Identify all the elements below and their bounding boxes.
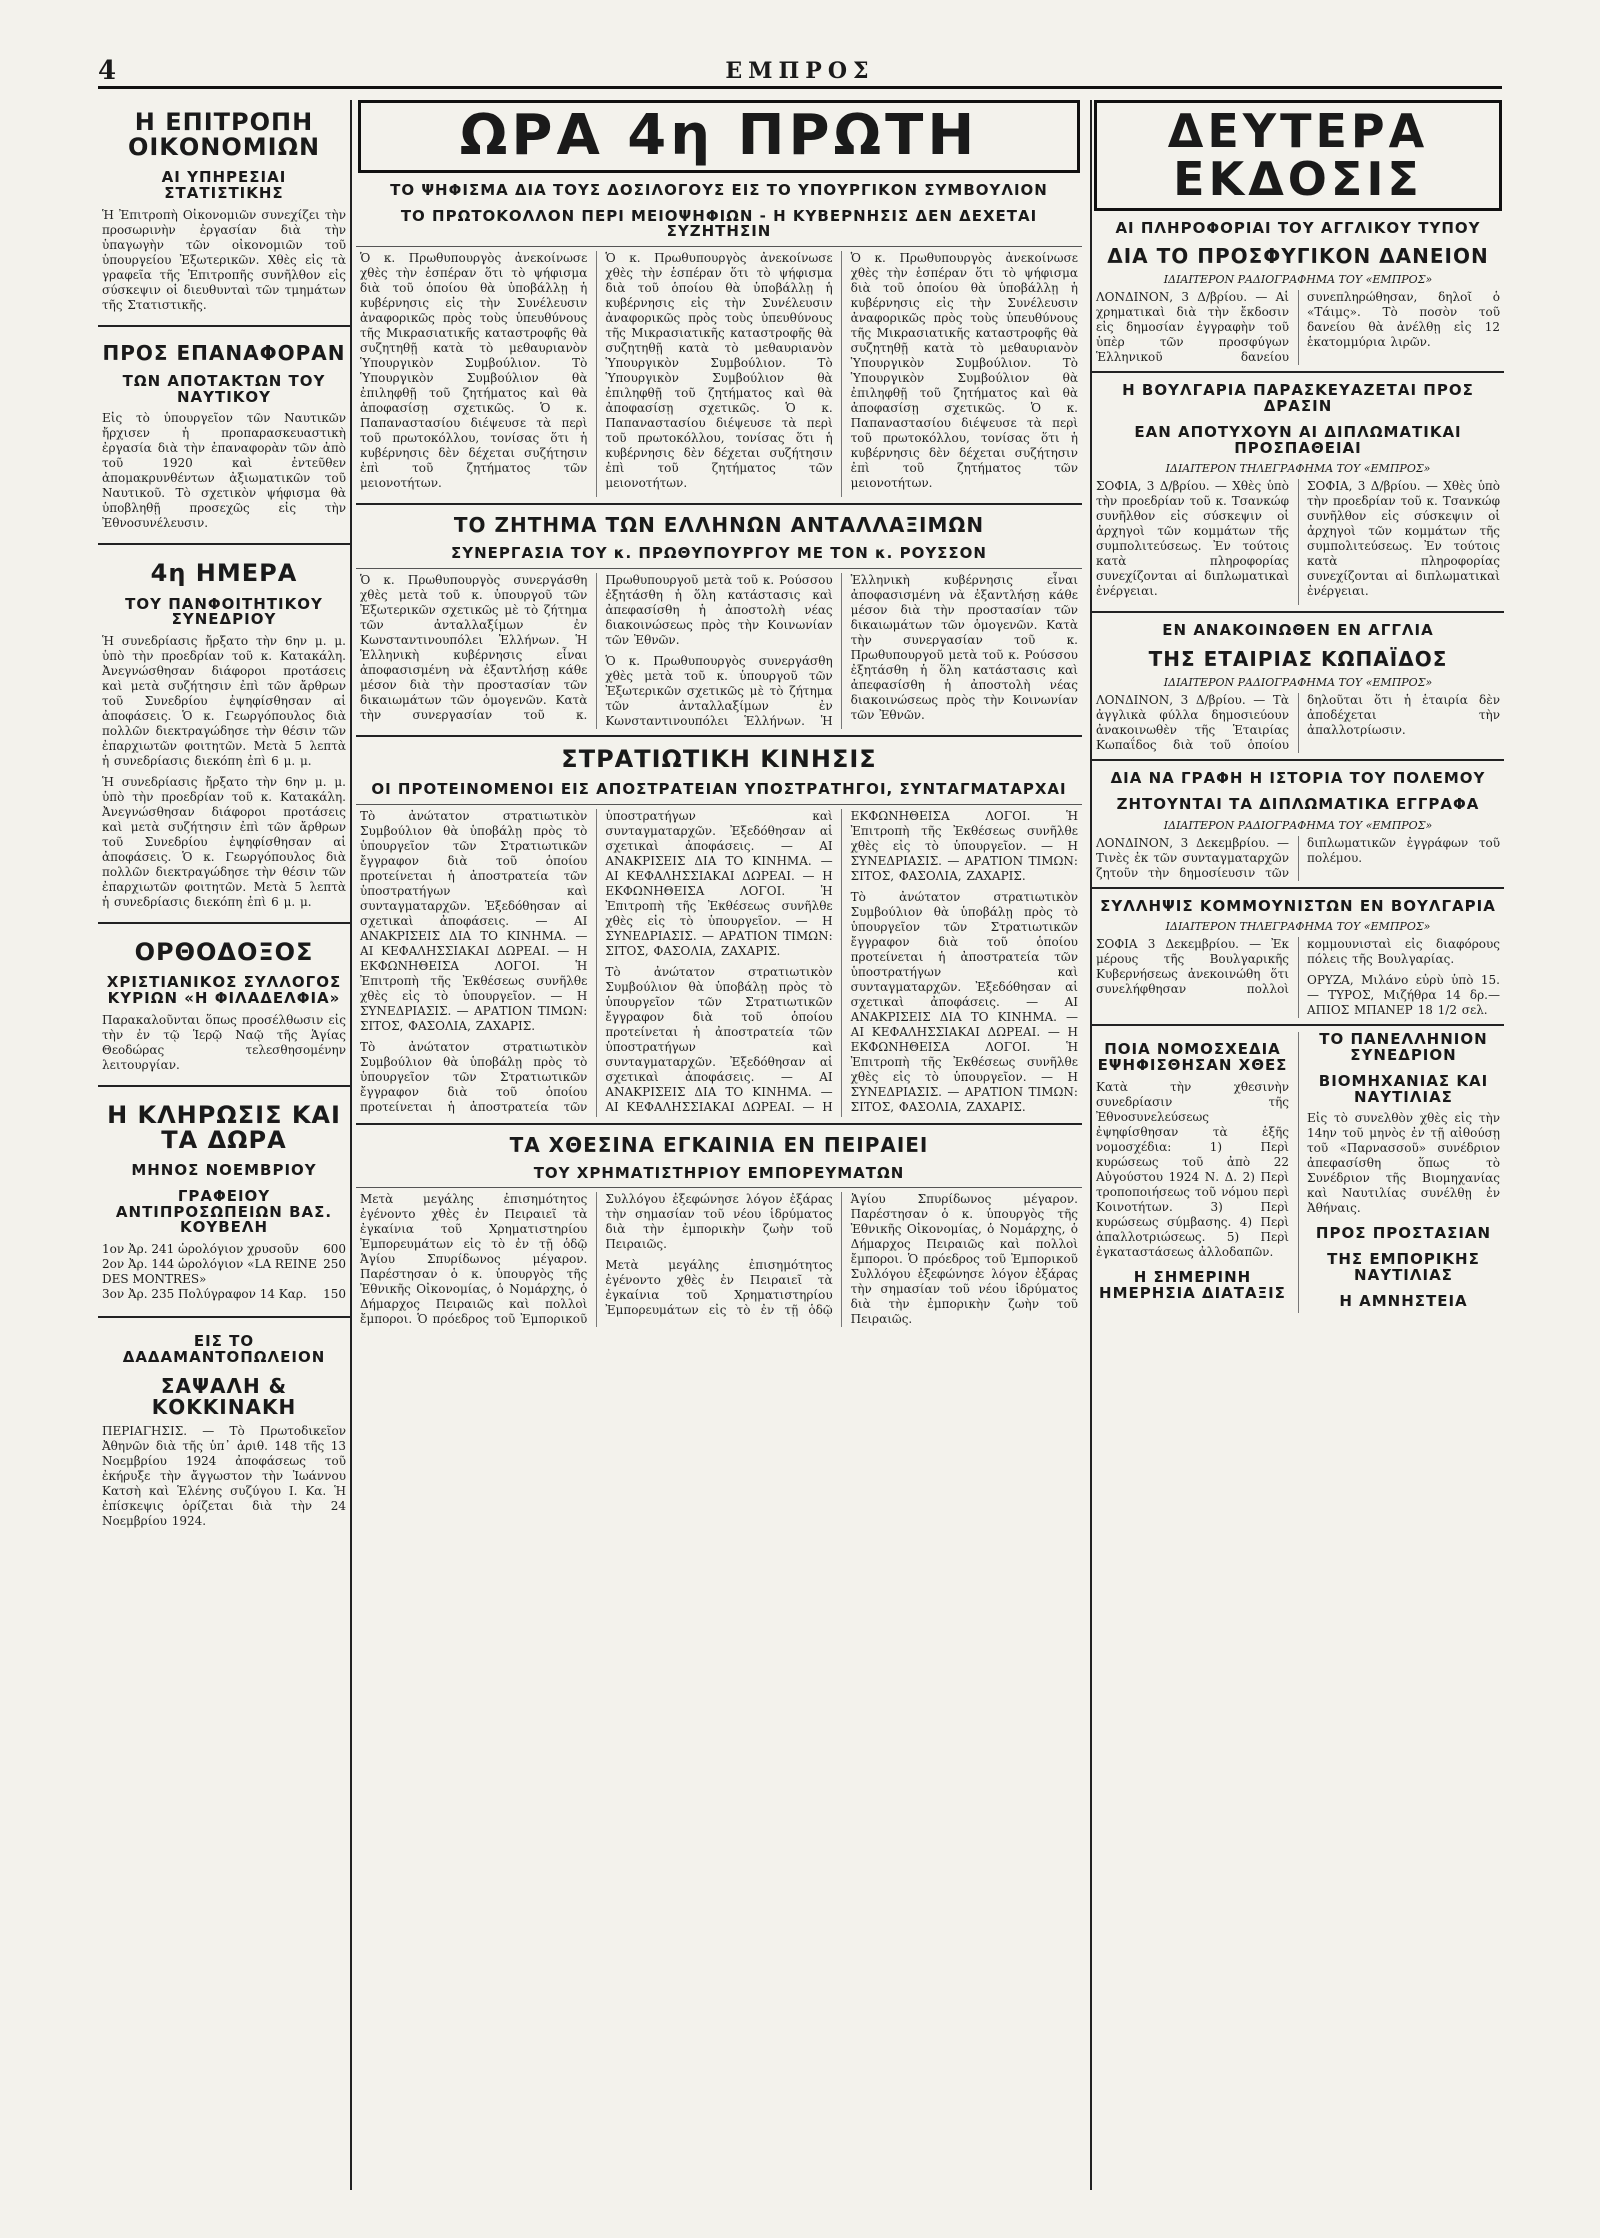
- subheadline: ΤΗΣ ΕΤΑΙΡΙΑΣ ΚΩΠΑΪΔΟΣ: [1148, 647, 1448, 672]
- divider: [356, 1187, 1082, 1188]
- article-body: Ἡ συνεδρίασις ἤρξατο τὴν 6ην μ. μ. ὑπὸ τὴν προεδρίαν τοῦ κ. Κατακάλη. Ἀνεγνώσθησαν διάφοροι προτάσεις καὶ μετὰ συζήτησιν ἐπὶ τῶν ἄρθρων τοῦ Συνεδρίου ἐψηφίσθησαν αἱ ἀποφάσεις. Ὁ κ. Γεωργόπουλος διὰ πολλῶν διεκτραγώδησε τὴν θέσιν τῶν ἐπαρχιωτῶν φοιτητῶν. Μετὰ 5 λεπτὰ ἡ συνεδρίασις διεκόπη ἐπὶ 6 μ. μ.: [102, 775, 346, 910]
- subheadline: ΤΗΣ ΕΜΠΟΡΙΚΗΣ ΝΑΥΤΙΛΙΑΣ: [1327, 1250, 1480, 1284]
- column-right: [1090, 100, 1504, 2190]
- headline: ΠΡΟΣ ΕΠΑΝΑΦΟΡΑΝ: [102, 340, 346, 365]
- divider: [356, 568, 1082, 569]
- headline: Η ΒΟΥΛΓΑΡΙΑ ΠΑΡΑΣΚΕΥΑΖΕΤΑΙ ΠΡΟΣ ΔΡΑΣΙΝ: [1122, 381, 1474, 416]
- article-body: ΣΟΦΙΑ 3 Δεκεμβρίου. — Ἐκ μέρους τῆς Βουλγαρικῆς Κυβερνήσεως ἀνεκοινώθη ὅτι συνελήφθησαν πολλοὶ κομμουνισταὶ εἰς διαφόρους πόλεις τῆς Βουλγαρίας.: [1096, 937, 1500, 997]
- divider: [98, 1316, 350, 1318]
- divider: [98, 922, 350, 924]
- dateline: ΙΔΙΑΙΤΕΡΟΝ ΡΑΔΙΟΓΡΑΦΗΜΑ ΤΟΥ «ΕΜΠΡΟΣ»: [1163, 818, 1433, 832]
- masthead-title: ΕΜΠΡΟΣ: [725, 58, 875, 84]
- article-body: Ὁ κ. Πρωθυπουργὸς ἀνεκοίνωσε χθὲς τὴν ἑσπέραν ὅτι τὸ ψήφισμα διὰ τοῦ ὁποίου θὰ ὑποβάλλῃ ἡ κυβέρνησις εἰς τὴν Συνέλευσιν ἀναφορικῶς πρὸς τοὺς ὑπευθύνους τῆς Μικρασιατικῆς καταστροφῆς θὰ συζητηθῇ κατὰ τὸ μεθαυριανὸν Ὑπουργικὸν Συμβούλιον. Τὸ Ὑπουργικὸν Συμβούλιον θὰ ἐπιληφθῇ τοῦ ζητήματος καὶ θὰ ἀποφασίσῃ σχετικῶς. Ὁ κ. Παπαναστασίου διέψευσε τὰ περὶ τοῦ πρωτοκόλλου, τονίσας ὅτι ἡ κυβέρνησις δὲν δέχεται συζήτησιν ἐπὶ τοῦ ζητήματος τῶν μειονοτήτων.: [850, 251, 1078, 491]
- headline: ΠΟΙΑ ΝΟΜΟΣΧΕΔΙΑ ΕΨΗΦΙΣΘΗΣΑΝ ΧΘΕΣ: [1097, 1040, 1288, 1075]
- divider: [98, 1085, 350, 1087]
- subheadline: ΧΡΙΣΤΙΑΝΙΚΟΣ ΣΥΛΛΟΓΟΣ ΚΥΡΙΩΝ «Η ΦΙΛΑΔΕΛΦΙΑ»: [106, 973, 342, 1007]
- subheadline: ΤΟ ΠΡΩΤΟΚΟΛΛΟΝ ΠΕΡΙ ΜΕΙΟΨΗΦΙΩΝ - Η ΚΥΒΕΡΝΗΣΙΣ ΔΕΝ ΔΕΧΕΤΑΙ ΣΥΖΗΤΗΣΙΝ: [400, 206, 1038, 241]
- list-item: 1ον Ἀρ. 241 ὡρολόγιον χρυσοῦν 600: [102, 1242, 346, 1257]
- headline: ΕΝ ΑΝΑΚΟΙΝΩΘΕΝ ΕΝ ΑΓΓΛΙΑ: [1162, 621, 1434, 640]
- article-body: ΛΟΝΔΙΝΟΝ, 3 Δ/βρίου. — Τὰ ἀγγλικὰ φύλλα δημοσιεύουν ἀνακοινωθὲν τῆς Ἑταιρίας Κωπαΐδος διὰ τοῦ ὁποίου δηλοῦται ὅτι ἡ ἑταιρία δὲν ἀποδέχεται τὴν ἀπαλλοτρίωσιν.: [1096, 693, 1500, 753]
- article-body: Εἰς τὸ ὑπουργεῖον τῶν Ναυτικῶν ἤρχισεν ἡ προπαρασκευαστικὴ ἐργασία διὰ τὴν ἐπαναφορὰν τῶν ἀπὸ τοῦ 1920 καὶ ἐντεῦθεν ἀπομακρυνθέντων ἀξιωματικῶν τοῦ Ναυτικοῦ. Τὸ σχετικὸν ψήφισμα θὰ ὑποβληθῇ προσεχῶς εἰς τὴν Ἐθνοσυνέλευσιν.: [102, 411, 346, 531]
- subheadline: ΟΙ ΠΡΟΤΕΙΝΟΜΕΝΟΙ ΕΙΣ ΑΠΟΣΤΡΑΤΕΙΑΝ ΥΠΟΣΤΡΑΤΗΓΟΙ, ΣΥΝΤΑΓΜΑΤΑΡΧΑΙ: [371, 779, 1067, 798]
- article-jewelers: [98, 1324, 350, 1535]
- headline: ΠΡΟΣ ΠΡΟΣΤΑΣΙΑΝ: [1315, 1224, 1492, 1243]
- article-body: Ὁ κ. Πρωθυπουργὸς ἀνεκοίνωσε χθὲς τὴν ἑσπέραν ὅτι τὸ ψήφισμα διὰ τοῦ ὁποίου θὰ ὑποβάλλῃ ἡ κυβέρνησις εἰς τὴν Συνέλευσιν ἀναφορικῶς πρὸς τοὺς ὑπευθύνους τῆς Μικρασιατικῆς καταστροφῆς θὰ συζητηθῇ κατὰ τὸ μεθαυριανὸν Ὑπουργικὸν Συμβούλιον. Τὸ Ὑπουργικὸν Συμβούλιον θὰ ἐπιληφθῇ τοῦ ζητήματος καὶ θὰ ἀποφασίσῃ σχετικῶς. Ὁ κ. Παπαναστασίου διέψευσε τὰ περὶ τοῦ πρωτοκόλλου, τονίσας ὅτι ἡ κυβέρνησις δὲν δέχεται συζήτησιν ἐπὶ τοῦ ζητήματος τῶν μειονοτήτων.: [360, 251, 588, 491]
- divider: [98, 325, 350, 327]
- divider: [356, 804, 1082, 805]
- headline: ΔΙΑ ΝΑ ΓΡΑΦΗ Η ΙΣΤΟΡΙΑ ΤΟΥ ΠΟΛΕΜΟΥ: [1110, 769, 1486, 788]
- article-body: Ἡ Ἐπιτροπὴ Οἰκονομιῶν συνεχίζει τὴν προσωρινὴν ἐργασίαν διὰ τὴν ὑπαγωγὴν τῶν οἰκονομιῶν τοῦ ὑπουργείου Ἐξωτερικῶν. Χθὲς εἰς τὰ γραφεῖα τῆς Ἐπιτροπῆς συνῆλθον εἰς σύσκεψιν οἱ διευθυνταὶ τῶν τμημάτων τῆς Στατιστικῆς.: [102, 207, 346, 312]
- article-body: Μετὰ μεγάλης ἐπισημότητος ἐγένοντο χθὲς ἐν Πειραιεῖ τὰ ἐγκαίνια τοῦ Χρηματιστηρίου Ἐμπορευμάτων εἰς τὸ ἐν τῇ ὁδῷ Ἁγίου Σπυρίδωνος μέγαρον. Παρέστησαν ὁ κ. ὑπουργὸς τῆς Ἐθνικῆς Οἰκονομίας, ὁ Νομάρχης, ὁ Δήμαρχος Πειραιῶς καὶ πολλοὶ ἔμποροι. Ὁ πρόεδρος τοῦ Ἐμπορικοῦ Συλλόγου ἐξεφώνησε λόγον ἐξάρας τὴν σημασίαν τοῦ νέου ἱδρύματος διὰ τὴν ἐμπορικὴν ζωὴν τοῦ Πειραιῶς.: [605, 1192, 1078, 1327]
- dateline: ΙΔΙΑΙΤΕΡΟΝ ΡΑΔΙΟΓΡΑΦΗΜΑ ΤΟΥ «ΕΜΠΡΟΣ»: [1163, 273, 1433, 287]
- dateline: ΙΔΙΑΙΤΕΡΟΝ ΤΗΛΕΓΡΑΦΗΜΑ ΤΟΥ «ΕΜΠΡΟΣ»: [1165, 920, 1431, 934]
- article-body: ΣΟΦΙΑ, 3 Δ/βρίου. — Χθὲς ὑπὸ τὴν προεδρίαν τοῦ κ. Τσανκώφ συνῆλθον εἰς σύσκεψιν οἱ ἀρχηγοὶ τῶν κομμάτων τῆς συμπολιτεύσεως. Ἐν τούτοις κατὰ πληροφορίας συνεχίζονται αἱ διπλωματικαὶ ἐνέργειαι.: [1096, 479, 1289, 599]
- prize-list: [102, 1242, 346, 1302]
- subheadline: ΤΟΥ ΠΑΝΦΟΙΤΗΤΙΚΟΥ ΣΥΝΕΔΡΙΟΥ: [125, 594, 323, 629]
- divider: [356, 503, 1082, 505]
- divider: [356, 735, 1082, 737]
- article-body: Τὸ ἀνώτατον στρατιωτικὸν Συμβούλιον θὰ ὑποβάλῃ πρὸς τὸ ὑπουργεῖον τῶν Στρατιωτικῶν ἔγγραφον διὰ τοῦ ὁποίου προτείνεται ἡ ἀποστρατεία τῶν ὑποστρατήγων καὶ συνταγματαρχῶν. Ἐξεδόθησαν αἱ σχετικαὶ ἀποφάσεις. — ΑΙ ΑΝΑΚΡΙΣΕΙΣ ΔΙΑ ΤΟ ΚΙΝΗΜΑ. — ΑΙ ΚΕΦΑΛΗΣΣΙΑΚΑΙ ΔΩΡΕΑΙ. — Η ΕΚΦΩΝΗΘΕΙΣΑ ΛΟΓΟΙ. Ἡ Ἐπιτροπὴ τῆς Ἐκθέσεως συνῆλθε χθὲς εἰς τὸ ὑπουργεῖον. — Η ΣΥΝΕΔΡΙΑΣΙΣ. — ΑΡΑΤΙΟΝ ΤΙΜΩΝ: ΣΙΤΟΣ, ΦΑΣΟΛΙΑ, ΖΑΧΑΡΙΣ.: [605, 808, 1078, 1114]
- headline: Η ΑΜΝΗΣΤΕΙΑ: [1339, 1291, 1468, 1310]
- article-body: Τὸ ἀνώτατον στρατιωτικὸν Συμβούλιον θὰ ὑποβάλῃ πρὸς τὸ ὑπουργεῖον τῶν Στρατιωτικῶν ἔγγραφον διὰ τοῦ ὁποίου προτείνεται ἡ ἀποστρατεία τῶν ὑποστρατήγων καὶ συνταγματαρχῶν. Ἐξεδόθησαν αἱ σχετικαὶ ἀποφάσεις. — ΑΙ ΑΝΑΚΡΙΣΕΙΣ ΔΙΑ ΤΟ ΚΙΝΗΜΑ. — ΑΙ ΚΕΦΑΛΗΣΣΙΑΚΑΙ ΔΩΡΕΑΙ. — Η ΕΚΦΩΝΗΘΕΙΣΑ ΛΟΓΟΙ. Ἡ Ἐπιτροπὴ τῆς Ἐκθέσεως συνῆλθε χθὲς εἰς τὸ ὑπουργεῖον. — Η ΣΥΝΕΔΡΙΑΣΙΣ. — ΑΡΑΤΙΟΝ ΤΙΜΩΝ: ΣΙΤΟΣ, ΦΑΣΟΛΙΑ, ΖΑΧΑΡΙΣ.: [360, 808, 833, 1114]
- headline: Η ΕΠΙΤΡΟΠΗ ΟΙΚΟΝΟΜΙΩΝ: [127, 108, 321, 162]
- dateline: ΙΔΙΑΙΤΕΡΟΝ ΤΗΛΕΓΡΑΦΗΜΑ ΤΟΥ «ΕΜΠΡΟΣ»: [1165, 462, 1431, 476]
- subheadline: ΤΟΥ ΧΡΗΜΑΤΙΣΤΗΡΙΟΥ ΕΜΠΟΡΕΥΜΑΤΩΝ: [533, 1163, 905, 1182]
- article-economies: [98, 100, 350, 319]
- article-body: Παρακαλοῦνται ὅπως προσέλθωσιν εἰς τὴν ἐν τῷ Ἱερῷ Ναῷ τῆς Ἁγίας Θεοδώρας τελεσθησομένην λειτουργίαν.: [102, 1012, 346, 1072]
- subheadline: ΕΑΝ ΑΠΟΤΥΧΟΥΝ ΑΙ ΔΙΠΛΩΜΑΤΙΚΑΙ ΠΡΟΣΠΑΘΕΙΑΙ: [1134, 422, 1462, 457]
- article-body: ΣΟΦΙΑ, 3 Δ/βρίου. — Χθὲς ὑπὸ τὴν προεδρίαν τοῦ κ. Τσανκώφ συνῆλθον εἰς σύσκεψιν οἱ ἀρχηγοὶ τῶν κομμάτων τῆς συμπολιτεύσεως. Ἐν τούτοις κατὰ πληροφορίας συνεχίζονται αἱ διπλωματικαὶ ἐνέργειαι.: [1307, 479, 1500, 599]
- article-body: Τὸ ἀνώτατον στρατιωτικὸν Συμβούλιον θὰ ὑποβάλῃ πρὸς τὸ ὑπουργεῖον τῶν Στρατιωτικῶν ἔγγραφον διὰ τοῦ ὁποίου προτείνεται ἡ ἀποστρατεία τῶν ὑποστρατήγων καὶ συνταγματαρχῶν. Ἐξεδόθησαν αἱ σχετικαὶ ἀποφάσεις. — ΑΙ ΑΝΑΚΡΙΣΕΙΣ ΔΙΑ ΤΟ ΚΙΝΗΜΑ. — ΑΙ ΚΕΦΑΛΗΣΣΙΑΚΑΙ ΔΩΡΕΑΙ. — Η ΕΚΦΩΝΗΘΕΙΣΑ ΛΟΓΟΙ. Ἡ Ἐπιτροπὴ τῆς Ἐκθέσεως συνῆλθε χθὲς εἰς τὸ ὑπουργεῖον. — Η ΣΥΝΕΔΡΙΑΣΙΣ. — ΑΡΑΤΙΟΝ ΤΙΜΩΝ: ΣΙΤΟΣ, ΦΑΣΟΛΙΑ, ΖΑΧΑΡΙΣ.: [850, 889, 1078, 1114]
- article-body: Ὁ κ. Πρωθυπουργὸς συνεργάσθη χθὲς μετὰ τοῦ κ. ὑπουργοῦ τῶν Ἐξωτερικῶν σχετικῶς μὲ τὸ ζήτημα τῶν ἀνταλλαξίμων ἐν Κωνσταντινουπόλει Ἑλλήνων. Ἡ Ἑλληνικὴ κυβέρνησις εἶναι ἀποφασισμένη νὰ ἐξαντλήσῃ κάθε μέσον διὰ τὴν προστασίαν τῶν δικαιωμάτων τῶν ὁμογενῶν. Κατὰ τὴν συνεργασίαν τοῦ κ. Πρωθυπουργοῦ μετὰ τοῦ κ. Ρούσσου ἐξητάσθη ἡ ὅλη κατάστασις καὶ ἀπεφασίσθη ἡ ἀποστολὴ νέας διακοινώσεως πρὸς τὴν Κοινωνίαν τῶν Ἐθνῶν.: [360, 572, 833, 722]
- subheadline: ΣΥΝΕΡΓΑΣΙΑ ΤΟΥ κ. ΠΡΩΘΥΠΟΥΡΓΟΥ ΜΕ ΤΟΝ κ. ΡΟΥΣΣΟΝ: [451, 544, 987, 563]
- headline: ΟΡΘΟΔΟΞΟΣ: [134, 938, 314, 967]
- article-body: Μετὰ μεγάλης ἐπισημότητος ἐγένοντο χθὲς ἐν Πειραιεῖ τὰ ἐγκαίνια τοῦ Χρηματιστηρίου Ἐμπορευμάτων εἰς τὸ ἐν τῇ ὁδῷ Ἁγίου Σπυρίδωνος μέγαρον. Παρέστησαν ὁ κ. ὑπουργὸς τῆς Ἐθνικῆς Οἰκονομίας, ὁ Νομάρχης, ὁ Δήμαρχος Πειραιῶς καὶ πολλοὶ ἔμποροι. Ὁ πρόεδρος τοῦ Ἐμπορικοῦ Συλλόγου ἐξεφώνησε λόγον ἐξάρας τὴν σημασίαν τοῦ νέου ἱδρύματος διὰ τὴν ἐμπορικὴν ζωὴν τοῦ Πειραιῶς.: [360, 1192, 833, 1327]
- article-body: Κατὰ τὴν χθεσινὴν συνεδρίασιν τῆς Ἐθνοσυνελεύσεως ἐψηφίσθησαν τὰ ἑξῆς νομοσχέδια: 1) Περὶ κυρώσεως τοῦ ἀπὸ 22 Αὐγούστου 1924 Ν. Δ. 2) Περὶ τροποποιήσεως τοῦ νόμου περὶ Κοινοτήτων. 3) Περὶ κυρώσεως σύμβασης. 4) Περὶ ἀπαλλοτριώσεως. 5) Περὶ ἐγκαταστάσεως ἀλλοδαπῶν.: [1096, 1079, 1289, 1259]
- article-body-columns: [356, 251, 1082, 497]
- divider: [1092, 371, 1504, 373]
- subheadline: ΤΩΝ ΑΠΟΤΑΚΤΩΝ ΤΟΥ ΝΑΥΤΙΚΟΥ: [122, 371, 326, 406]
- divider: [1092, 887, 1504, 889]
- article-body-columns: [356, 573, 1082, 729]
- article-body: Εἰς τὸ συνελθὸν χθὲς εἰς τὴν 14ην τοῦ μηνὸς ἐν τῇ αἰθούσῃ τοῦ «Παρνασσοῦ» συνέδριον ἀπεφασίσθη ὅπως τὸ Συνέδριον τῆς Βιομηχανίας καὶ Ναυτιλίας συνέλθῃ ἐν Ἀθήναις.: [1307, 1111, 1500, 1216]
- article-body: ΛΟΝΔΙΝΟΝ, 3 Δεκεμβρίου. — Τινὲς ἐκ τῶν συνταγματαρχῶν ζητοῦν τὴν δημοσίευσιν τῶν διπλωματικῶν ἐγγράφων τοῦ πολέμου.: [1096, 835, 1500, 880]
- article-body: ΛΟΝΔΙΝΟΝ, 3 Δ/βρίου. — Αἱ χρηματικαὶ διὰ τὴν ἔκδοσιν εἰς δημοσίαν ἐγγραφὴν τοῦ ὑπὲρ τῶν προσφύγων Ἑλληνικοῦ δανείου συνεπληρώθησαν, δηλοῖ ὁ «Τάιμς». Τὸ ποσὸν τοῦ δανείου θὰ ἀνέλθῃ εἰς 12 ἑκατομμύρια λιρῶν.: [1096, 290, 1500, 365]
- article-student-congress: [98, 551, 350, 916]
- column-center: [356, 100, 1082, 1327]
- divider: [1092, 1024, 1504, 1026]
- headline: ΑΙ ΠΛΗΡΟΦΟΡΙΑΙ ΤΟΥ ΑΓΓΛΙΚΟΥ ΤΥΠΟΥ: [1115, 218, 1481, 237]
- article-body: ΟΡΥΖΑ, Μιλάνο εὐρὺ ὑπὸ 15.— ΤΥΡΟΣ, Μιζήθρα 14 δρ.— ΑΠΙΟΣ ΜΠΑΝΕΡ 18 1/2 σελ.: [1307, 973, 1500, 1018]
- subheadline: ΔΙΑ ΤΟ ΠΡΟΣΦΥΓΙΚΟΝ ΔΑΝΕΙΟΝ: [1107, 244, 1489, 269]
- headline: Η ΣΗΜΕΡΙΝΗ ΗΜΕΡΗΣΙΑ ΔΙΑΤΑΞΙΣ: [1099, 1267, 1286, 1302]
- article-philadelphia: [98, 930, 350, 1079]
- headline: ΣΤΡΑΤΙΩΤΙΚΗ ΚΙΝΗΣΙΣ: [561, 744, 877, 773]
- subheadline: ΒΙΟΜΗΧΑΝΙΑΣ ΚΑΙ ΝΑΥΤΙΛΙΑΣ: [1318, 1071, 1489, 1106]
- subheadline: ΓΡΑΦΕΙΟΥ ΑΝΤΙΠΡΟΣΩΠΕΙΩΝ ΒΑΣ. ΚΟΥΒΕΛΗ: [115, 1186, 333, 1237]
- subheadline: ΑΙ ΥΠΗΡΕΣΙΑΙ ΣΤΑΤΙΣΤΙΚΗΣ: [161, 168, 287, 203]
- column-left: [98, 100, 352, 2190]
- article-body: Ἡ συνεδρίασις ἤρξατο τὴν 6ην μ. μ. ὑπὸ τὴν προεδρίαν τοῦ κ. Κατακάλη. Ἀνεγνώσθησαν διάφοροι προτάσεις καὶ μετὰ συζήτησιν ἐπὶ τῶν ἄρθρων τοῦ Συνεδρίου ἐψηφίσθησαν αἱ ἀποφάσεις. Ὁ κ. Γεωργόπουλος διὰ πολλῶν διεκτραγώδησε τὴν θέσιν τῶν ἐπαρχιωτῶν φοιτητῶν. Μετὰ 5 λεπτὰ ἡ συνεδρίασις διεκόπη ἐπὶ 6 μ. μ.: [102, 634, 346, 769]
- headline: ΤΟ ΖΗΤΗΜΑ ΤΩΝ ΕΛΛΗΝΩΝ ΑΝΤΑΛΛΑΞΙΜΩΝ: [453, 513, 985, 538]
- second-edition-title: ΔΕΥΤΕΡΑ ΕΚΔΟΣΙΣ: [1094, 100, 1502, 211]
- page-header: [98, 56, 1502, 89]
- divider: [1092, 611, 1504, 613]
- headline: ΣΥΛΛΗΨΙΣ ΚΟΜΜΟΥΝΙΣΤΩΝ ΕΝ ΒΟΥΛΓΑΡΙΑ: [1100, 896, 1496, 915]
- article-body: Τὸ ἀνώτατον στρατιωτικὸν Συμβούλιον θὰ ὑποβάλῃ πρὸς τὸ ὑπουργεῖον τῶν Στρατιωτικῶν ἔγγραφον διὰ τοῦ ὁποίου προτείνεται ἡ ἀποστρατεία τῶν ὑποστρατήγων καὶ συνταγματαρχῶν. Ἐξεδόθησαν αἱ σχετικαὶ ἀποφάσεις. — ΑΙ ΑΝΑΚΡΙΣΕΙΣ ΔΙΑ ΤΟ ΚΙΝΗΜΑ. — ΑΙ ΚΕΦΑΛΗΣΣΙΑΚΑΙ ΔΩΡΕΑΙ. — Η ΕΚΦΩΝΗΘΕΙΣΑ ΛΟΓΟΙ. Ἡ Ἐπιτροπὴ τῆς Ἐκθέσεως συνῆλθε χθὲς εἰς τὸ ὑπουργεῖον. — Η ΣΥΝΕΔΡΙΑΣΙΣ. — ΑΡΑΤΙΟΝ ΤΙΜΩΝ: ΣΙΤΟΣ, ΦΑΣΟΛΙΑ, ΖΑΧΑΡΙΣ.: [360, 808, 588, 1033]
- divider: [1092, 759, 1504, 761]
- article-body-columns: [356, 809, 1082, 1117]
- article-body: Ὁ κ. Πρωθυπουργὸς ἀνεκοίνωσε χθὲς τὴν ἑσπέραν ὅτι τὸ ψήφισμα διὰ τοῦ ὁποίου θὰ ὑποβάλλῃ ἡ κυβέρνησις εἰς τὴν Συνέλευσιν ἀναφορικῶς πρὸς τοὺς ὑπευθύνους τῆς Μικρασιατικῆς καταστροφῆς θὰ συζητηθῇ κατὰ τὸ μεθαυριανὸν Ὑπουργικὸν Συμβούλιον. Τὸ Ὑπουργικὸν Συμβούλιον θὰ ἐπιληφθῇ τοῦ ζητήματος καὶ θὰ ἀποφασίσῃ σχετικῶς. Ὁ κ. Παπαναστασίου διέψευσε τὰ περὶ τοῦ πρωτοκόλλου, τονίσας ὅτι ἡ κυβέρνησις δὲν δέχεται συζήτησιν ἐπὶ τοῦ ζητήματος τῶν μειονοτήτων.: [605, 251, 833, 491]
- dateline: ΙΔΙΑΙΤΕΡΟΝ ΡΑΔΙΟΓΡΑΦΗΜΑ ΤΟΥ «ΕΜΠΡΟΣ»: [1163, 676, 1433, 690]
- subheadline: ΜΗΝΟΣ ΝΟΕΜΒΡΙΟΥ: [131, 1161, 317, 1180]
- subheadline: ΣΑΨΑΛΗ & ΚΟΚΚΙΝΑΚΗ: [151, 1373, 297, 1419]
- list-item: 3ον Ἀρ. 235 Πολύγραφον 14 Καρ. 150: [102, 1287, 346, 1302]
- divider: [356, 246, 1082, 247]
- headline: Η ΚΛΗΡΩΣΙΣ ΚΑΙ ΤΑ ΔΩΡΑ: [107, 1100, 341, 1154]
- divider: [98, 543, 350, 545]
- article-body-columns: [356, 1192, 1082, 1327]
- article-navy: [98, 333, 350, 538]
- article-body: Ὁ κ. Πρωθυπουργὸς συνεργάσθη χθὲς μετὰ τοῦ κ. ὑπουργοῦ τῶν Ἐξωτερικῶν σχετικῶς μὲ τὸ ζήτημα τῶν ἀνταλλαξίμων ἐν Κωνσταντινουπόλει Ἑλλήνων. Ἡ Ἑλληνικὴ κυβέρνησις εἶναι ἀποφασισμένη νὰ ἐξαντλήσῃ κάθε μέσον διὰ τὴν προστασίαν τῶν δικαιωμάτων τῶν ὁμογενῶν. Κατὰ τὴν συνεργασίαν τοῦ κ. Πρωθυπουργοῦ μετὰ τοῦ κ. Ρούσσου ἐξητάσθη ἡ ὅλη κατάστασις καὶ ἀπεφασίσθη ἡ ἀποστολὴ νέας διακοινώσεως πρὸς τὴν Κοινωνίαν τῶν Ἐθνῶν.: [605, 572, 1078, 728]
- headline: ΕΙΣ ΤΟ ΔΑΔΑΜΑΝΤΟΠΩΛΕΙΟΝ: [122, 1332, 326, 1366]
- front-title: ΩΡΑ 4η ΠΡΩΤΗ: [358, 100, 1080, 173]
- headline: ΤΑ ΧΘΕΣΙΝΑ ΕΓΚΑΙΝΙΑ ΕΝ ΠΕΙΡΑΙΕΙ: [509, 1132, 929, 1157]
- subheadline: ΖΗΤΟΥΝΤΑΙ ΤΑ ΔΙΠΛΩΜΑΤΙΚΑ ΕΓΓΡΑΦΑ: [1116, 794, 1480, 813]
- headline: ΤΟ ΠΑΝΕΛΛΗΝΙΟΝ ΣΥΝΕΔΡΙΟΝ: [1319, 1030, 1488, 1065]
- list-item: 2ον Ἀρ. 144 ὡρολόγιον «LA REINE DES MONTRES» 250: [102, 1257, 346, 1287]
- article-lottery: [98, 1093, 350, 1310]
- divider: [356, 1123, 1082, 1125]
- article-body: ΠΕΡΙΑΓΗΣΙΣ. — Τὸ Πρωτοδικεῖον Ἀθηνῶν διὰ τῆς ὑπ᾽ ἀριθ. 148 τῆς 13 Νοεμβρίου 1924 ἀποφάσεως τοῦ ἐκήρυξε τὴν ἄγγωστον τὴν Ἰωάννου Κατσὴ καὶ Ἑλένης συζύγου I. Κα. Ἡ ἐπίσκεψις ὁρίζεται διὰ τὴν 24 Νοεμβρίου 1924.: [102, 1423, 346, 1528]
- page-number: 4: [98, 56, 117, 86]
- headline: ΤΟ ΨΗΦΙΣΜΑ ΔΙΑ ΤΟΥΣ ΔΟΣΙΛΟΓΟΥΣ ΕΙΣ ΤΟ ΥΠΟΥΡΓΙΚΟΝ ΣΥΜΒΟΥΛΙΟΝ: [390, 180, 1048, 199]
- headline: 4η ΗΜΕΡΑ: [150, 559, 298, 588]
